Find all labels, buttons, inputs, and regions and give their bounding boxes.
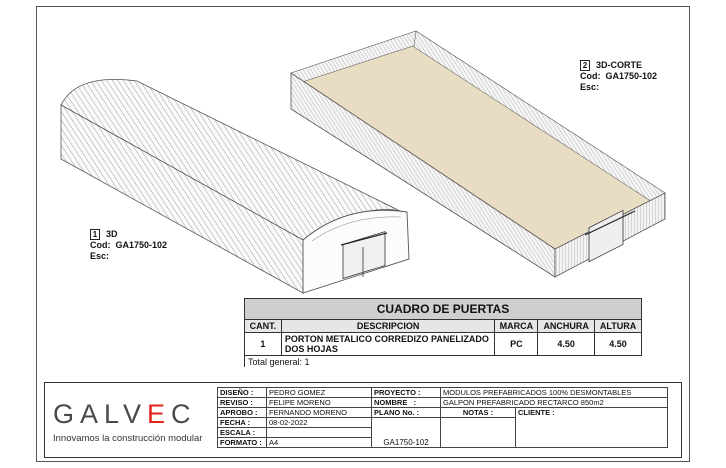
nombre-value: GALPON PREFABRICADO RECTARCO 850m2 [441, 398, 668, 408]
aprobo-value: FERNANDO MORENO [267, 408, 372, 418]
escala-label: ESCALA : [218, 428, 267, 438]
fecha-value: 08-02-2022 [267, 418, 372, 428]
total-general: Total general: 1 [245, 356, 642, 368]
fecha-label: FECHA : [218, 418, 267, 428]
col-header-altura: ALTURA [595, 320, 642, 333]
galvec-logo [45, 383, 215, 457]
title-block [44, 382, 682, 458]
cell-anchura: 4.50 [538, 333, 595, 356]
notas-label: NOTAS : [441, 408, 516, 418]
cod-label: Cod: [90, 240, 111, 250]
cod-value: GA1750-102 [115, 240, 168, 250]
aprobo-label: APROBO : [218, 408, 267, 418]
title-block-info [217, 387, 668, 448]
logo-wordmark: GALVEC [53, 399, 197, 429]
view-number-badge: 2 [580, 60, 590, 71]
col-header-cant: CANT. [245, 320, 282, 333]
formato-label: FORMATO : [218, 438, 267, 448]
view-label-3d-corte [580, 60, 657, 93]
cell-cant: 1 [245, 333, 282, 356]
cliente-label: CLIENTE : [516, 408, 668, 448]
desc-line-1: PORTON METALICO CORREDIZO PANELIZADO [284, 334, 489, 344]
col-header-marca: MARCA [495, 320, 538, 333]
reviso-label: REVISO : [218, 398, 267, 408]
desc-line-2: DOS HOJAS [284, 344, 338, 354]
reviso-value: FELIPE MORENO [267, 398, 372, 408]
esc-label: Esc: [90, 251, 110, 261]
formato-value: A4 [267, 438, 372, 448]
cell-descripcion [281, 333, 495, 356]
diseno-value: PEDRO GOMEZ [267, 388, 372, 398]
col-header-anchura: ANCHURA [538, 320, 595, 333]
view-label-3d [90, 229, 167, 262]
cod-label: Cod: [580, 71, 601, 81]
col-header-descripcion: DESCRIPCION [281, 320, 495, 333]
plano-value: GA1750-102 [372, 418, 441, 448]
view-title: 3D [106, 229, 118, 239]
table-row [245, 333, 642, 356]
view-number-badge: 1 [90, 229, 100, 240]
cod-value: GA1750-102 [605, 71, 658, 81]
logo-tagline: Innovamos la construcción modular [53, 433, 203, 444]
cell-altura: 4.50 [595, 333, 642, 356]
proyecto-label: PROYECTO : [372, 388, 441, 398]
proyecto-value: MODULOS PREFABRICADOS 100% DESMONTABLES [441, 388, 668, 398]
plano-label: PLANO No. : [372, 408, 441, 418]
doors-schedule-table [244, 298, 642, 367]
cell-marca: PC [495, 333, 538, 356]
nombre-label: NOMBRE : [372, 398, 441, 408]
notas-value [441, 418, 516, 448]
view-title: 3D-CORTE [596, 60, 643, 70]
diseno-label: DISEÑO : [218, 388, 267, 398]
esc-label: Esc: [580, 82, 600, 92]
escala-value [267, 428, 372, 438]
doors-table-title: CUADRO DE PUERTAS [245, 299, 642, 320]
